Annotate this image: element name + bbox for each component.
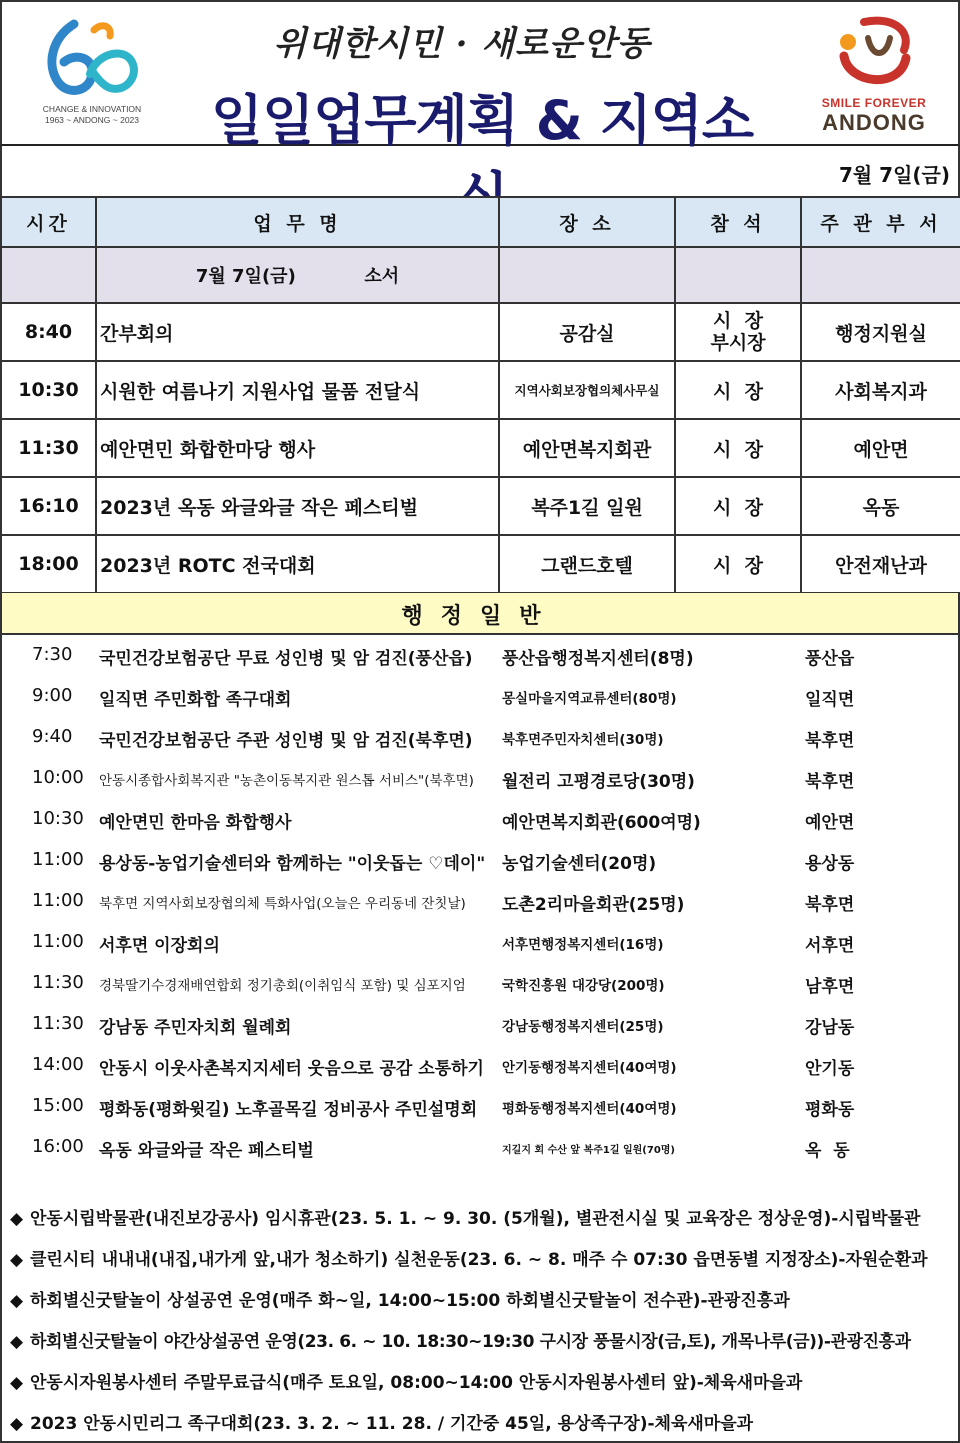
- task-cell: 2023년 옥동 와글와글 작은 페스티벌: [96, 477, 499, 535]
- smile-emblem-icon: [814, 12, 934, 96]
- task-cell: 예안면민 화합한마당 행사: [96, 419, 499, 477]
- list-item: [2, 717, 960, 758]
- table-row: [1, 535, 960, 593]
- notice-item: [10, 1286, 954, 1311]
- place-cell: 지역사회보장협의체사무실: [499, 361, 675, 419]
- notice-text: 안동시립박물관(내진보강공사) 임시휴관(23. 5. 1. ~ 9. 30. (5개월), 별관전시실 및 교육장은 정상운영)-시립박물관: [30, 1209, 921, 1229]
- notice-item: [10, 1204, 954, 1229]
- admin-task: 국민건강보험공단 무료 성인병 및 암 검진(풍산읍): [99, 649, 473, 669]
- admin-place: 풍산읍행정복지센터(8명): [502, 649, 694, 669]
- admin-section-title: 행정일반: [0, 593, 960, 635]
- admin-place: 북후면주민자치센터(30명): [502, 732, 664, 748]
- time-cell: 11:30: [1, 419, 96, 477]
- empty-cell: [675, 247, 801, 303]
- dept-cell: 예안면: [801, 419, 960, 477]
- logo-caption-line1: CHANGE & INNOVATION: [42, 104, 142, 114]
- empty-cell: [801, 247, 960, 303]
- table-row: [1, 477, 960, 535]
- list-item: [2, 1045, 960, 1086]
- list-item: [2, 799, 960, 840]
- attendee: 부시장: [710, 332, 766, 354]
- sixty-emblem-icon: [32, 16, 152, 104]
- notice-text: 하회별신굿탈놀이 야간상설공연 운영(23. 6. ~ 10. 18:30~19:30 구시장 풍물시장(금,토), 개목나루(금))-관광진흥과: [30, 1332, 911, 1352]
- notice-item: [10, 1245, 954, 1270]
- admin-place: 강남동행정복지센터(25명): [502, 1019, 664, 1035]
- date-term-cell: [96, 247, 499, 303]
- admin-place: 농업기술센터(20명): [502, 854, 657, 874]
- schedule-date: 7월 7일(금): [195, 266, 296, 287]
- admin-time: 11:30: [32, 972, 84, 993]
- admin-time: 10:00: [32, 767, 84, 788]
- admin-time: 11:00: [32, 931, 84, 952]
- list-item: [2, 881, 960, 922]
- dept-cell: 안전재난과: [801, 535, 960, 593]
- anniversary-logo: [32, 16, 152, 131]
- attendee-cell: [675, 303, 801, 361]
- diamond-bullet-icon: ◆: [10, 1414, 24, 1434]
- admin-list: [0, 635, 960, 1170]
- admin-dept: 옥 동: [805, 1141, 850, 1161]
- admin-task: 경북딸기수경재배연합회 정기총회(이취임식 포함) 및 심포지엄: [99, 978, 466, 994]
- notice-item: [10, 1327, 954, 1352]
- diamond-bullet-icon: ◆: [10, 1250, 24, 1270]
- admin-task: 예안면민 한마음 화합행사: [99, 813, 292, 833]
- page-title: 일일업무계획 & 지역소: [210, 89, 754, 152]
- admin-place: 국학진흥원 대강당(200명): [502, 978, 665, 994]
- admin-place: 안기동행정복지센터(40여명): [502, 1060, 677, 1076]
- task-cell: 시원한 여름나기 지원사업 물품 전달식: [96, 361, 499, 419]
- column-header: 장 소: [499, 197, 675, 247]
- notice-text: 2023 안동시민리그 족구대회(23. 3. 2. ~ 11. 28. / 기간중 45일, 용상족구장)-체육새마을과: [30, 1414, 754, 1434]
- notice-item: [10, 1409, 954, 1434]
- admin-task: 서후면 이장회의: [99, 936, 220, 956]
- admin-place: 몽실마을지역교류센터(80명): [502, 691, 677, 707]
- admin-time: 7:30: [32, 644, 73, 665]
- header: [0, 0, 960, 152]
- admin-time: 16:00: [32, 1136, 84, 1157]
- admin-task: 안동시 이웃사촌복지지세터 웃음으로 공감 소통하기: [99, 1059, 484, 1079]
- admin-task: 일직면 주민화합 족구대회: [99, 690, 292, 710]
- dept-cell: 행정지원실: [801, 303, 960, 361]
- column-header: 업 무 명: [96, 197, 499, 247]
- city-logo-line2: ANDONG: [822, 110, 926, 135]
- empty-cell: [1, 247, 96, 303]
- admin-task: 북후면 지역사회보장협의체 특화사업(오늘은 우리동네 잔칫날): [99, 896, 466, 912]
- list-item: [2, 1004, 960, 1045]
- admin-place: 도촌2리마을회관(25명): [502, 895, 685, 915]
- list-item: [2, 963, 960, 1004]
- schedule-table: [0, 196, 960, 594]
- list-item: [2, 635, 960, 676]
- diamond-bullet-icon: ◆: [10, 1291, 24, 1311]
- admin-dept: 안기동: [805, 1059, 855, 1079]
- dept-cell: 옥동: [801, 477, 960, 535]
- admin-dept: 평화동: [805, 1100, 855, 1120]
- slogan: 위대한시민 · 새로운안동: [273, 24, 651, 64]
- admin-dept: 풍산읍: [805, 649, 855, 669]
- admin-dept: 일직면: [805, 690, 855, 710]
- admin-task: 국민건강보험공단 주관 성인병 및 암 검진(북후면): [99, 731, 473, 751]
- admin-dept: 북후면: [805, 772, 855, 792]
- admin-place: 예안면복지회관(600여명): [502, 813, 701, 833]
- list-item: [2, 922, 960, 963]
- table-row: [1, 361, 960, 419]
- admin-time: 9:00: [32, 685, 73, 706]
- logo-caption-line2: 1963 ~ ANDONG ~ 2023: [44, 115, 140, 125]
- admin-task: 용상동-농업기술센터와 함께하는 "이웃돕는 ♡데이": [99, 854, 486, 874]
- admin-task: 평화동(평화윗길) 노후골목길 정비공사 주민설명회: [99, 1100, 478, 1120]
- list-item: [2, 840, 960, 881]
- admin-dept: 용상동: [805, 854, 855, 874]
- column-header: 시간: [1, 197, 96, 247]
- column-header: 참 석: [675, 197, 801, 247]
- schedule-header-row: [1, 197, 960, 247]
- attendee-cell: 시 장: [675, 477, 801, 535]
- notice-text: 안동시자원봉사센터 주말무료급식(매주 토요일, 08:00~14:00 안동시자원봉사센터 앞)-체육새마을과: [30, 1373, 803, 1393]
- admin-time: 11:00: [32, 849, 84, 870]
- place-cell: 예안면복지회관: [499, 419, 675, 477]
- time-cell: 8:40: [1, 303, 96, 361]
- admin-dept: 남후면: [805, 977, 855, 997]
- date-row: [0, 146, 960, 196]
- admin-time: 15:00: [32, 1095, 84, 1116]
- notice-text: 클린시티 내내내(내집,내가게 앞,내가 청소하기) 실천운동(23. 6. ~ 8. 매주 수 07:30 읍면동별 지정장소)-자원순환과: [30, 1250, 928, 1270]
- admin-dept: 서후면: [805, 936, 855, 956]
- attendee: 시 장: [713, 310, 763, 332]
- dept-cell: 사회복지과: [801, 361, 960, 419]
- attendee-cell: 시 장: [675, 419, 801, 477]
- notices: [0, 1170, 960, 1443]
- admin-dept: 강남동: [805, 1018, 855, 1038]
- admin-place: 서후면행정복지센터(16명): [502, 937, 664, 953]
- andong-city-logo: [814, 12, 934, 140]
- admin-place: 평화동행정복지센터(40여명): [502, 1101, 677, 1117]
- time-cell: 16:10: [1, 477, 96, 535]
- schedule-date-row: [1, 247, 960, 303]
- diamond-bullet-icon: ◆: [10, 1332, 24, 1352]
- list-item: [2, 676, 960, 717]
- diamond-bullet-icon: ◆: [10, 1209, 24, 1229]
- task-cell: 2023년 ROTC 전국대회: [96, 535, 499, 593]
- list-item: [2, 1086, 960, 1127]
- seasonal-term: 소서: [364, 266, 400, 287]
- list-item: [2, 1127, 960, 1168]
- admin-time: 10:30: [32, 808, 84, 829]
- admin-time: 11:30: [32, 1013, 84, 1034]
- document-date: 7월 7일(금): [838, 163, 950, 187]
- admin-task: 강남동 주민자치회 월례회: [99, 1018, 292, 1038]
- attendee-cell: 시 장: [675, 535, 801, 593]
- admin-time: 14:00: [32, 1054, 84, 1075]
- admin-task: 옥동 와글와글 작은 페스티벌: [99, 1141, 314, 1161]
- admin-task: 안동시종합사회복지관 "농촌이동복지관 원스톱 서비스"(북후면): [99, 773, 474, 789]
- admin-place: 지길지 회 수산 앞 복주1길 일원(70명): [502, 1145, 676, 1156]
- admin-dept: 북후면: [805, 731, 855, 751]
- list-item: [2, 758, 960, 799]
- admin-dept: 예안면: [805, 813, 855, 833]
- diamond-bullet-icon: ◆: [10, 1373, 24, 1393]
- admin-dept: 북후면: [805, 895, 855, 915]
- table-row: [1, 419, 960, 477]
- empty-cell: [499, 247, 675, 303]
- place-cell: 복주1길 일원: [499, 477, 675, 535]
- admin-time: 9:40: [32, 726, 73, 747]
- task-cell: 간부회의: [96, 303, 499, 361]
- time-cell: 10:30: [1, 361, 96, 419]
- attendee-cell: 시 장: [675, 361, 801, 419]
- table-row: [1, 303, 960, 361]
- place-cell: 공감실: [499, 303, 675, 361]
- city-logo-line1: SMILE FOREVER: [821, 96, 927, 110]
- admin-time: 11:00: [32, 890, 84, 911]
- notice-item: [10, 1368, 954, 1393]
- place-cell: 그랜드호텔: [499, 535, 675, 593]
- notice-text: 하회별신굿탈놀이 상설공연 운영(매주 화~일, 14:00~15:00 하회별신굿탈놀이 전수관)-관광진흥과: [30, 1291, 790, 1311]
- time-cell: 18:00: [1, 535, 96, 593]
- column-header: 주 관 부 서: [801, 197, 960, 247]
- admin-place: 월전리 고평경로당(30명): [502, 772, 695, 792]
